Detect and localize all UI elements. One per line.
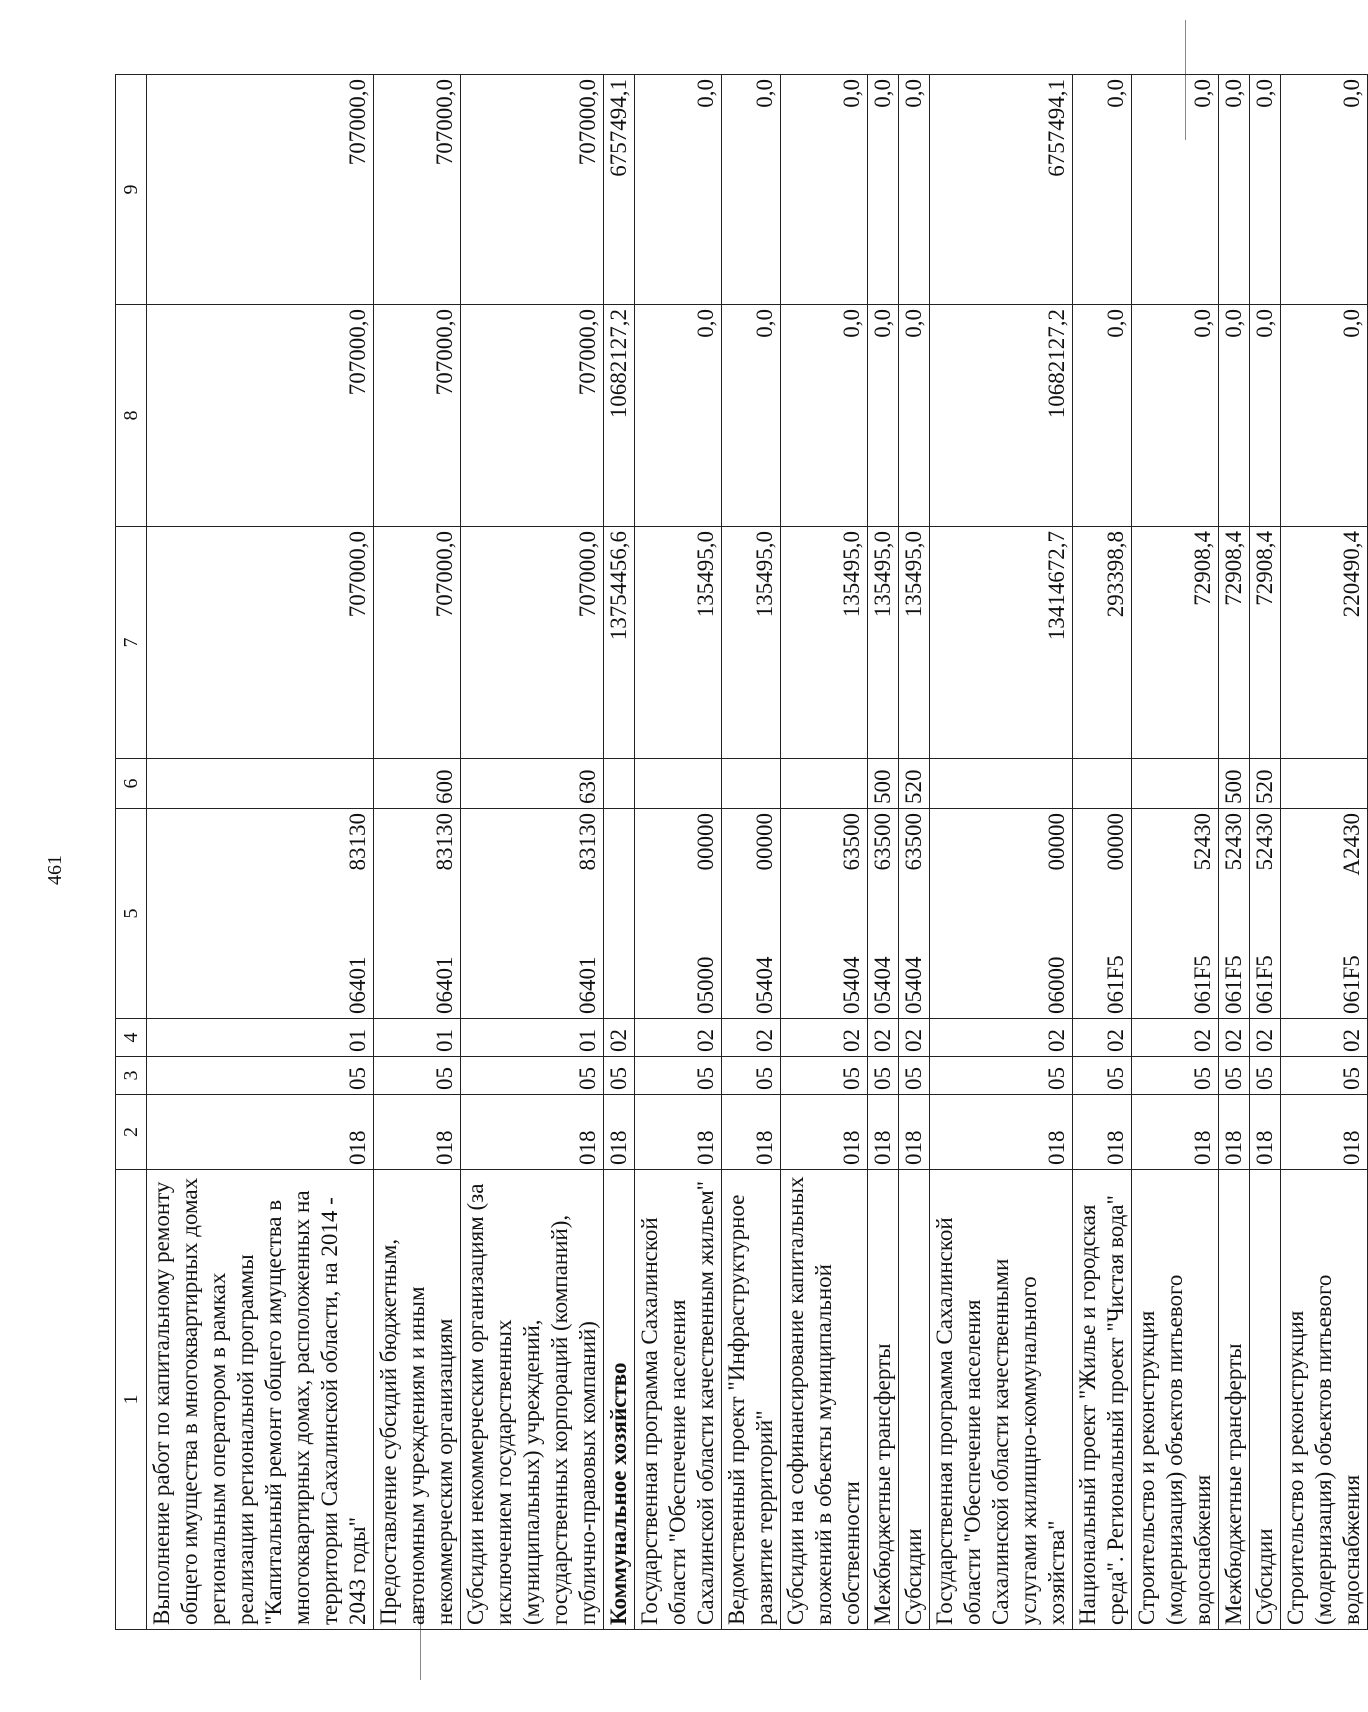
target-article-part2: 63500	[901, 813, 926, 871]
section-code: 05	[1250, 1057, 1281, 1095]
target-article-code	[1132, 809, 1219, 1019]
subsection-code: 02	[604, 1019, 635, 1057]
admin-code: 018	[1281, 1095, 1368, 1170]
target-article-part2: 00000	[1044, 813, 1069, 871]
amount-year-3: 0,0	[1132, 75, 1219, 305]
row-name: Коммунальное хозяйство	[604, 1170, 635, 1630]
expense-type-code: 600	[374, 759, 461, 809]
section-code: 05	[604, 1057, 635, 1095]
amount-year-3: 707000,0	[461, 75, 604, 305]
amount-year-1: 72908,4	[1250, 527, 1281, 759]
header-cell: 5	[116, 809, 147, 1019]
subsection-code: 01	[461, 1019, 604, 1057]
table-row	[374, 75, 461, 1630]
amount-year-2: 0,0	[722, 305, 781, 527]
target-article-part2: 00000	[1103, 813, 1128, 871]
target-article-code	[722, 809, 781, 1019]
target-article-part2: 52430	[1221, 813, 1246, 871]
target-article-code	[604, 809, 635, 1019]
header-cell: 2	[116, 1095, 147, 1170]
header-cell: 9	[116, 75, 147, 305]
amount-year-3: 6757494,1	[604, 75, 635, 305]
section-code: 05	[1281, 1057, 1368, 1095]
target-article-part1: 06401	[575, 956, 600, 1014]
target-article-code	[868, 809, 899, 1019]
admin-code: 018	[722, 1095, 781, 1170]
row-name: Субсидии на софинансирование капитальных вложений в объекты муниципальной собственности	[781, 1170, 868, 1630]
target-article-part1: 061F5	[1339, 955, 1364, 1014]
row-name: Государственная программа Сахалинской области "Обеспечение населения Сахалинской области качественными услугами жилищно-коммунального хозяйства"	[930, 1170, 1073, 1630]
target-article-part2: 52430	[1252, 813, 1277, 871]
expense-type-code	[1281, 759, 1368, 809]
section-code: 05	[722, 1057, 781, 1095]
expense-type-code	[1073, 759, 1132, 809]
subsection-code: 02	[930, 1019, 1073, 1057]
amount-year-3: 0,0	[1281, 75, 1368, 305]
expense-type-code	[1132, 759, 1219, 809]
amount-year-2: 0,0	[1132, 305, 1219, 527]
row-name: Выполнение работ по капитальному ремонту общего имущества в многоквартирных домах региональным оператором в рамках реализации региональной программы "Капитальный ремонт общего имущества в многоквартирных домах, расположенных на территории Сахалинской области, на 2014 - 2043 годы"	[147, 1170, 374, 1630]
target-article-part1: 06000	[1044, 956, 1069, 1014]
admin-code: 018	[1219, 1095, 1250, 1170]
subsection-code: 02	[899, 1019, 930, 1057]
target-article-part2: 83130	[345, 813, 370, 871]
amount-year-2: 0,0	[635, 305, 722, 527]
amount-year-1: 220490,4	[1281, 527, 1368, 759]
budget-table	[115, 74, 1368, 1630]
amount-year-3: 0,0	[1250, 75, 1281, 305]
table-row	[1250, 75, 1281, 1630]
amount-year-2: 0,0	[1073, 305, 1132, 527]
row-name: Ведомственный проект "Инфраструктурное развитие территорий"	[722, 1170, 781, 1630]
amount-year-1: 13754456,6	[604, 527, 635, 759]
amount-year-2: 0,0	[868, 305, 899, 527]
target-article-part1: 05404	[870, 956, 895, 1014]
target-article-part2: 63500	[839, 813, 864, 871]
expense-type-code	[147, 759, 374, 809]
expense-type-code	[604, 759, 635, 809]
header-cell: 6	[116, 759, 147, 809]
section-code: 05	[899, 1057, 930, 1095]
table-row	[868, 75, 899, 1630]
amount-year-3: 0,0	[899, 75, 930, 305]
target-article-part1: 061F5	[1252, 955, 1277, 1014]
table-row	[1219, 75, 1250, 1630]
section-code: 05	[1132, 1057, 1219, 1095]
header-cell: 7	[116, 527, 147, 759]
table-row	[899, 75, 930, 1630]
row-name: Национальный проект "Жилье и городская среда". Региональный проект "Чистая вода"	[1073, 1170, 1132, 1630]
row-name: Субсидии некоммерческим организациям (за исключением государственных (муниципальных) учреждений, государственных корпораций (компаний), публично-правовых компаний)	[461, 1170, 604, 1630]
target-article-part1: 05404	[839, 956, 864, 1014]
header-cell: 1	[116, 1170, 147, 1630]
amount-year-2: 707000,0	[147, 305, 374, 527]
target-article-part1: 05404	[752, 956, 777, 1014]
section-code: 05	[147, 1057, 374, 1095]
amount-year-1: 135495,0	[868, 527, 899, 759]
target-article-part2: 00000	[752, 813, 777, 871]
table-row	[461, 75, 604, 1630]
amount-year-3: 707000,0	[374, 75, 461, 305]
amount-year-2: 707000,0	[374, 305, 461, 527]
table-row	[635, 75, 722, 1630]
subsection-code: 02	[868, 1019, 899, 1057]
expense-type-code: 500	[868, 759, 899, 809]
expense-type-code	[722, 759, 781, 809]
row-name: Субсидии	[1250, 1170, 1281, 1630]
target-article-code	[1281, 809, 1368, 1019]
subsection-code: 02	[1073, 1019, 1132, 1057]
amount-year-3: 6757494,1	[930, 75, 1073, 305]
target-article-part2: 83130	[432, 813, 457, 871]
section-code: 05	[868, 1057, 899, 1095]
target-article-part2: 00000	[693, 813, 718, 871]
subsection-code: 02	[781, 1019, 868, 1057]
amount-year-1: 707000,0	[461, 527, 604, 759]
subsection-code: 02	[635, 1019, 722, 1057]
row-name: Строительство и реконструкция (модернизация) объектов питьевого водоснабжения	[1132, 1170, 1219, 1630]
amount-year-1: 707000,0	[147, 527, 374, 759]
header-cell: 8	[116, 305, 147, 527]
amount-year-3: 0,0	[635, 75, 722, 305]
admin-code: 018	[1250, 1095, 1281, 1170]
page-number: 461	[44, 855, 66, 885]
subsection-code: 01	[374, 1019, 461, 1057]
target-article-part2: 63500	[870, 813, 895, 871]
header-cell: 3	[116, 1057, 147, 1095]
amount-year-1: 13414672,7	[930, 527, 1073, 759]
target-article-code	[374, 809, 461, 1019]
amount-year-3: 0,0	[781, 75, 868, 305]
subsection-code: 02	[1219, 1019, 1250, 1057]
table-row	[147, 75, 374, 1630]
admin-code: 018	[899, 1095, 930, 1170]
amount-year-1: 135495,0	[781, 527, 868, 759]
expense-type-code: 520	[899, 759, 930, 809]
amount-year-1: 135495,0	[635, 527, 722, 759]
target-article-part1: 061F5	[1221, 955, 1246, 1014]
admin-code: 018	[1073, 1095, 1132, 1170]
table-row	[1281, 75, 1368, 1630]
expense-type-code	[930, 759, 1073, 809]
header-row	[116, 75, 147, 1630]
table-row	[722, 75, 781, 1630]
section-code: 05	[930, 1057, 1073, 1095]
row-name: Строительство и реконструкция (модернизация) объектов питьевого водоснабжения	[1281, 1170, 1368, 1630]
rotated-table-container	[115, 75, 1364, 1630]
table-row	[781, 75, 868, 1630]
subsection-code: 02	[722, 1019, 781, 1057]
target-article-code	[1219, 809, 1250, 1019]
target-article-part1: 061F5	[1190, 955, 1215, 1014]
target-article-part2: A2430	[1339, 813, 1364, 876]
target-article-code	[1250, 809, 1281, 1019]
amount-year-3: 707000,0	[147, 75, 374, 305]
amount-year-1: 707000,0	[374, 527, 461, 759]
amount-year-1: 135495,0	[899, 527, 930, 759]
amount-year-1: 135495,0	[722, 527, 781, 759]
row-name: Межбюджетные трансферты	[1219, 1170, 1250, 1630]
row-name: Государственная программа Сахалинской области "Обеспечение населения Сахалинской области качественным жильем"	[635, 1170, 722, 1630]
amount-year-3: 0,0	[868, 75, 899, 305]
expense-type-code	[635, 759, 722, 809]
section-code: 05	[374, 1057, 461, 1095]
amount-year-1: 72908,4	[1132, 527, 1219, 759]
target-article-part1: 06401	[432, 956, 457, 1014]
subsection-code: 01	[147, 1019, 374, 1057]
amount-year-3: 0,0	[722, 75, 781, 305]
target-article-code	[899, 809, 930, 1019]
amount-year-1: 72908,4	[1219, 527, 1250, 759]
amount-year-2: 10682127,2	[930, 305, 1073, 527]
expense-type-code: 520	[1250, 759, 1281, 809]
section-code: 05	[1073, 1057, 1132, 1095]
section-code: 05	[461, 1057, 604, 1095]
section-code: 05	[1219, 1057, 1250, 1095]
target-article-code	[635, 809, 722, 1019]
row-name: Межбюджетные трансферты	[868, 1170, 899, 1630]
subsection-code: 02	[1281, 1019, 1368, 1057]
expense-type-code	[781, 759, 868, 809]
target-article-code	[781, 809, 868, 1019]
admin-code: 018	[868, 1095, 899, 1170]
target-article-code	[461, 809, 604, 1019]
row-name: Предоставление субсидий бюджетным, автономным учреждениям и иным некоммерческим организациям	[374, 1170, 461, 1630]
target-article-part1: 06401	[345, 956, 370, 1014]
table-row	[930, 75, 1073, 1630]
admin-code: 018	[604, 1095, 635, 1170]
admin-code: 018	[147, 1095, 374, 1170]
admin-code: 018	[461, 1095, 604, 1170]
admin-code: 018	[635, 1095, 722, 1170]
row-name: Субсидии	[899, 1170, 930, 1630]
target-article-code	[147, 809, 374, 1019]
target-article-part1: 05000	[693, 956, 718, 1014]
admin-code: 018	[781, 1095, 868, 1170]
table-row	[1073, 75, 1132, 1630]
amount-year-2: 10682127,2	[604, 305, 635, 527]
admin-code: 018	[1132, 1095, 1219, 1170]
amount-year-3: 0,0	[1219, 75, 1250, 305]
target-article-part2: 83130	[575, 813, 600, 871]
section-code: 05	[635, 1057, 722, 1095]
amount-year-2: 0,0	[1219, 305, 1250, 527]
target-article-code	[1073, 809, 1132, 1019]
expense-type-code: 630	[461, 759, 604, 809]
amount-year-2: 0,0	[899, 305, 930, 527]
amount-year-2: 0,0	[1281, 305, 1368, 527]
amount-year-1: 293398,8	[1073, 527, 1132, 759]
subsection-code: 02	[1132, 1019, 1219, 1057]
admin-code: 018	[374, 1095, 461, 1170]
table-row	[604, 75, 635, 1630]
amount-year-2: 0,0	[781, 305, 868, 527]
section-code: 05	[781, 1057, 868, 1095]
amount-year-3: 0,0	[1073, 75, 1132, 305]
header-cell: 4	[116, 1019, 147, 1057]
table-row	[1132, 75, 1219, 1630]
subsection-code: 02	[1250, 1019, 1281, 1057]
target-article-part2: 52430	[1190, 813, 1215, 871]
admin-code: 018	[930, 1095, 1073, 1170]
target-article-part1: 061F5	[1103, 955, 1128, 1014]
expense-type-code: 500	[1219, 759, 1250, 809]
amount-year-2: 707000,0	[461, 305, 604, 527]
target-article-code	[930, 809, 1073, 1019]
target-article-part1: 05404	[901, 956, 926, 1014]
amount-year-2: 0,0	[1250, 305, 1281, 527]
